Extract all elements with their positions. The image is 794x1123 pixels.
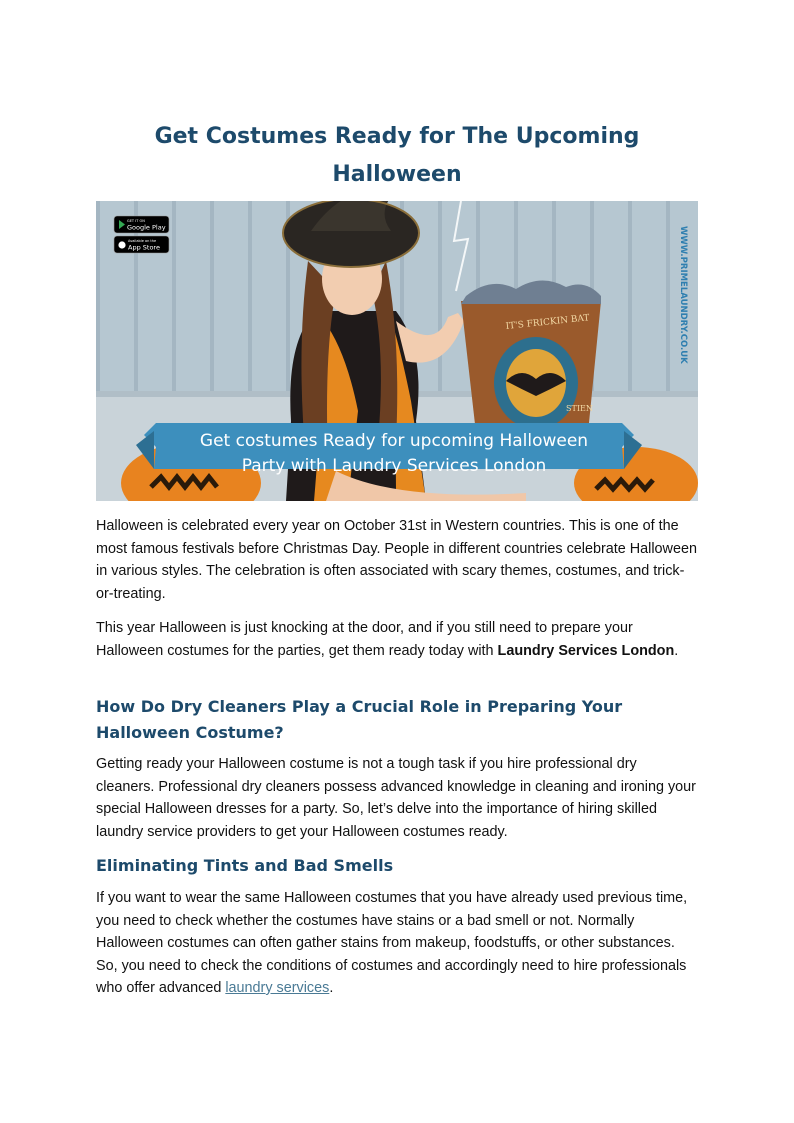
- laundry-services-london-bold: Laundry Services London: [497, 642, 675, 659]
- paragraph-this-year-text: This year Halloween is just knocking at the door, and if you still need to prepare your Halloween costumes for the parties, get them ready today with: [96, 620, 633, 659]
- basket-text: IT'S FRICKIN BAT: [505, 313, 591, 332]
- app-store-label: App Store: [128, 243, 160, 252]
- website-text: WWW.PRIMELAUNDRY.CO.UK: [678, 226, 688, 364]
- paragraph-intro: Halloween is celebrated every year on October 31st in Western countries. This is one of the most famous festivals before Christmas Day. People in different countries celebrate Halloween in various styles. The celebration is often associated with scary themes, costumes, and trick-or-treating.: [96, 518, 697, 602]
- google-play-small: GET IT ON: [127, 219, 145, 223]
- apple-icon: [118, 241, 125, 248]
- banner-line-2: Party with Laundry Services London: [241, 456, 547, 476]
- paragraph-this-year-end: .: [674, 642, 679, 659]
- banner-line-1: Get costumes Ready for upcoming Halloween: [199, 431, 589, 451]
- google-play-badge[interactable]: [114, 216, 169, 233]
- title-line-1: Get Costumes Ready for The Upcoming Halloween: [154, 124, 640, 187]
- paragraph-stains: [96, 887, 698, 1000]
- paragraph-dry-cleaners: Getting ready your Halloween costume is not a tough task if you hire professional dry cleaners. Professional dry cleaners possess advanced knowledge in cleaning and ironing your special Halloween dresses for a party. So, let’s delve into the importance of hiring skilled laundry service providers to get your Halloween costumes ready.: [96, 756, 696, 840]
- laundry-services-link[interactable]: laundry services: [225, 980, 330, 996]
- heading-dry-cleaners-role: How Do Dry Cleaners Play a Crucial Role in Preparing Your Halloween Costume?: [96, 697, 623, 742]
- app-store-small: Available on the: [128, 239, 157, 243]
- basket-text-2: STIEN: [566, 404, 593, 413]
- paragraph-this-year: [96, 617, 698, 662]
- paragraph-stains-end: .: [329, 980, 334, 996]
- app-store-badge[interactable]: [114, 236, 169, 253]
- google-play-label: Google Play: [127, 223, 166, 232]
- paragraph-stains-text: If you want to wear the same Halloween costumes that you have already used previous time, you need to check whether the costumes have stains or a bad smell or not. Normally Halloween costumes can often gather stains from makeup, foodstuffs, or other substances. So, you need to check the conditions of costumes and accordingly need to hire professionals who offer advanced: [96, 890, 688, 996]
- heading-eliminating-tints: Eliminating Tints and Bad Smells: [96, 856, 394, 875]
- hero-image: [96, 201, 698, 501]
